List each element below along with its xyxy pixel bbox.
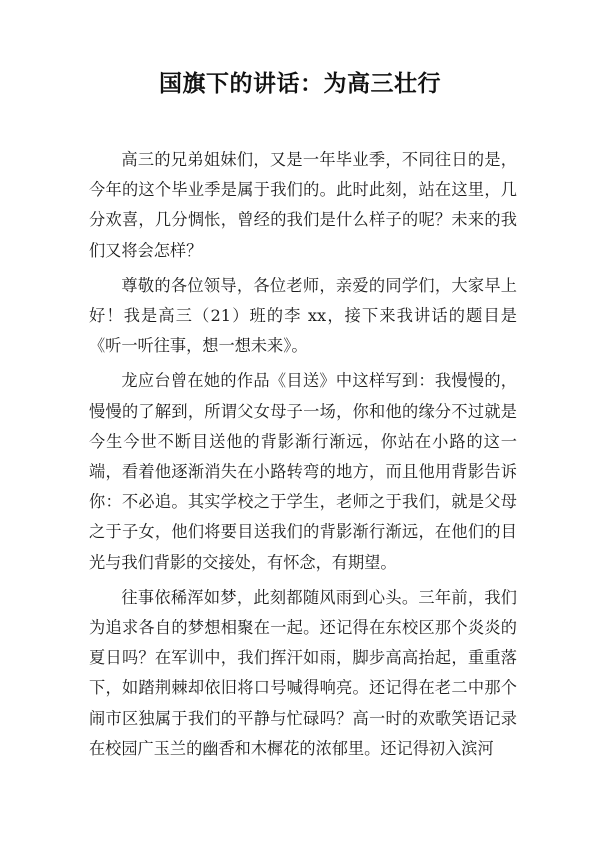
paragraph-1: 高三的兄弟姐妹们，又是一年毕业季，不同往日的是，今年的这个毕业季是属于我们的。此时此刻，站在这里，几分欢喜，几分惆怅，曾经的我们是什么样子的呢？未来的我们又将会怎样？ <box>89 150 517 260</box>
paragraph-3: 龙应台曾在她的作品《目送》中这样写到：我慢慢的，慢慢的了解到，所谓父女母子一场，你和他的缘分不过就是今生今世不断目送他的背影渐行渐远，你站在小路的这一端，看着他逐渐消失在小路转弯的地方，而且他用背影告诉你：不必追。其实学校之于学生，老师之于我们，就是父母之于子女，他们将要目送我们的背影渐行渐远，在他们的目光与我们背影的交接处，有怀念，有期望。 <box>89 371 517 572</box>
paragraph-2: 尊敬的各位领导，各位老师，亲爱的同学们，大家早上好！我是高三（21）班的李 xx，接下来我讲话的题目是《听一听往事，想一想未来》。 <box>89 275 517 356</box>
paragraph-4: 往事依稀浑如梦，此刻都随风雨到心头。三年前，我们为追求各自的梦想相聚在一起。还记得在东校区那个炎炎的夏日吗？在军训中，我们挥汗如雨，脚步高高抬起，重重落下，如踏荆棘却依旧将口号喊得响亮。还记得在老二中那个闹市区独属于我们的平静与忙碌吗？高一时的欢歌笑语记录在校园广玉兰的幽香和木樨花的浓郁里。还记得初入滨河 <box>89 587 517 758</box>
document-title: 国旗下的讲话：为高三壮行 <box>159 70 441 97</box>
document-body <box>89 145 517 769</box>
